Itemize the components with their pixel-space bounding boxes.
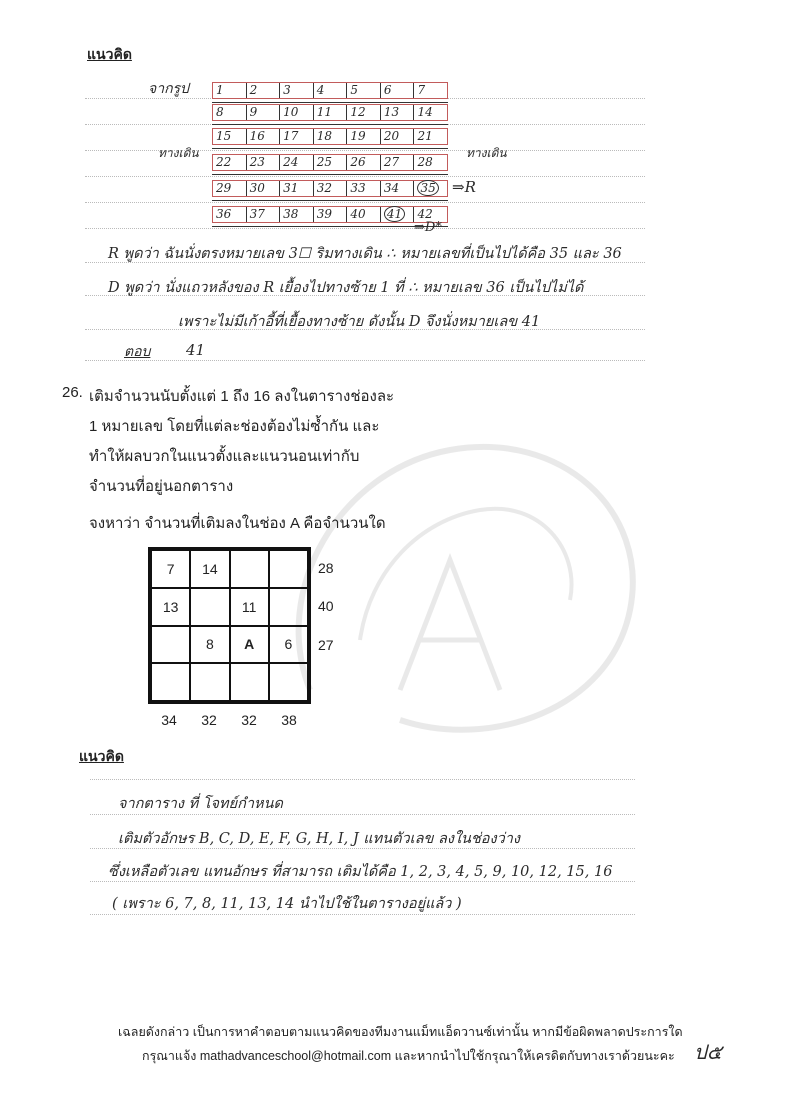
seat-cell: 7 (417, 83, 426, 97)
answer-label: ตอบ (124, 344, 151, 360)
grid-cell (190, 663, 229, 701)
grid-cell (151, 663, 190, 701)
seat-cell: 23 (247, 155, 281, 170)
seat-cell: 40 (347, 207, 381, 222)
row-sum: 28 (318, 560, 334, 576)
section2-heading: แนวคิด (79, 749, 124, 765)
seat-row (212, 104, 448, 121)
seat-cell: 17 (280, 129, 314, 144)
seat-cell: 16 (247, 129, 281, 144)
seat-cell: 9 (247, 105, 281, 120)
seat-cell: 3 (280, 83, 314, 98)
grid-cell: 13 (151, 588, 190, 626)
arrow-d-label: ⇒D* (414, 220, 442, 235)
grid-cell: 6 (269, 626, 308, 664)
seat-cell: 4 (314, 83, 348, 98)
walkway-right-label: ทางเดิน (466, 146, 507, 160)
page-mark: ป๕ (694, 1040, 722, 1064)
grid-cell (230, 663, 269, 701)
grid-cell: 11 (230, 588, 269, 626)
grid-cell (269, 588, 308, 626)
circled-seat-number: 41 (384, 206, 405, 222)
seat-cell: 29 (213, 181, 247, 196)
seat-cell: 39 (314, 207, 348, 222)
grid-cell: 8 (190, 626, 229, 664)
question-number: 26. (62, 384, 83, 401)
seat-cell: 10 (280, 105, 314, 120)
section2-line: จากตาราง ที่ โจทย์กำหนด (118, 796, 283, 812)
seat-cell-circled (414, 181, 447, 196)
grid-cell (230, 550, 269, 588)
seat-row (212, 180, 448, 197)
seat-cell: 24 (280, 155, 314, 170)
number-grid (148, 547, 311, 704)
arrow-r-label: ⇒R (452, 178, 476, 196)
column-sum: 38 (281, 712, 297, 728)
grid-cell-a: A (230, 626, 269, 664)
seat-cell: 38 (280, 207, 314, 222)
question-line: เติมจำนวนนับตั้งแต่ 1 ถึง 16 ลงในตารางช่องละ (89, 388, 395, 405)
seat-cell: 22 (213, 155, 247, 170)
footer-line: เฉลยดังกล่าว เป็นการหาคำตอบตามแนวคิดของทีมงานแม็ทแอ็ดวานซ์เท่านั้น หากมีข้อผิดพลาดประการใด (118, 1025, 683, 1039)
seat-cell: 21 (417, 129, 433, 143)
seat-cell: 11 (314, 105, 348, 120)
row-sum: 40 (318, 598, 334, 614)
seat-cell: 14 (417, 105, 433, 119)
seat-row (212, 154, 448, 171)
grid-cell: 14 (190, 550, 229, 588)
walkway-left-label: ทางเดิน (158, 146, 199, 160)
seat-cell: 42 (417, 207, 433, 221)
seat-cell: 27 (381, 155, 415, 170)
seat-cell: 25 (314, 155, 348, 170)
seat-cell: 2 (247, 83, 281, 98)
from-figure-label: จากรูป (148, 81, 189, 97)
question-line: ทำให้ผลบวกในแนวตั้งและแนวนอนเท่ากับ (89, 448, 360, 465)
seat-cell: 20 (381, 129, 415, 144)
seat-cell: 28 (417, 155, 433, 169)
row-sum: 27 (318, 637, 334, 653)
seat-cell: 26 (347, 155, 381, 170)
section2-line: ( เพราะ 6, 7, 8, 11, 13, 14 นำไปใช้ในตารางอยู่แล้ว ) (112, 896, 462, 912)
seat-cell: 5 (347, 83, 381, 98)
seat-cell: 36 (213, 207, 247, 222)
explain-line: R พูดว่า ฉันนั่งตรงหมายเลข 3☐ ริมทางเดิน ∴ หมายเลขที่เป็นไปได้คือ 35 และ 36 (108, 246, 622, 262)
answer-value: 41 (186, 341, 206, 359)
seat-cell: 1 (213, 83, 247, 98)
section2-line: เติมตัวอักษร B, C, D, E, F, G, H, I, J แทนตัวเลข ลงในช่องว่าง (118, 831, 520, 847)
section1-heading: แนวคิด (87, 47, 132, 63)
ruled-line (85, 228, 645, 229)
explain-line: D พูดว่า นั่งแถวหลังของ R เยื้องไปทางซ้าย 1 ที่ ∴ หมายเลข 36 เป็นไปไม่ได้ (108, 280, 584, 296)
ruled-line (85, 176, 645, 177)
seat-cell: 31 (280, 181, 314, 196)
seat-row (212, 128, 448, 145)
seat-row (212, 82, 448, 99)
seat-cell: 13 (381, 105, 415, 120)
question-line: 1 หมายเลข โดยที่แต่ละช่องต้องไม่ซ้ำกัน และ (89, 418, 380, 435)
question-line: จำนวนที่อยู่นอกตาราง (89, 478, 234, 495)
seat-cell: 30 (247, 181, 281, 196)
question-prompt: จงหาว่า จำนวนที่เติมลงในช่อง A คือจำนวนใด (89, 515, 386, 532)
seat-cell: 18 (314, 129, 348, 144)
ruled-line (90, 779, 635, 780)
grid-cell (269, 550, 308, 588)
seat-cell-circled (381, 207, 415, 222)
ruled-line (85, 202, 645, 203)
grid-cell (151, 626, 190, 664)
column-sum: 32 (201, 712, 217, 728)
grid-cell (190, 588, 229, 626)
seat-cell: 8 (213, 105, 247, 120)
seat-cell: 6 (381, 83, 415, 98)
footer-line: กรุณาแจ้ง mathadvanceschool@hotmail.com และหากนำไปใช้กรุณาให้เครดิตกับทางเราด้วยนะคะ (142, 1049, 675, 1063)
grid-cell (269, 663, 308, 701)
section2-line: ซึ่งเหลือตัวเลข แทนอักษร ที่สามารถ เติมได้คือ 1, 2, 3, 4, 5, 9, 10, 12, 15, 16 (108, 864, 613, 880)
circled-seat-number: 35 (417, 180, 438, 196)
seat-cell: 12 (347, 105, 381, 120)
seat-cell: 34 (381, 181, 415, 196)
seat-cell: 37 (247, 207, 281, 222)
seat-cell: 33 (347, 181, 381, 196)
explain-line: เพราะไม่มีเก้าอี้ที่เยื้องทางซ้าย ดังนั้น D จึงนั่งหมายเลข 41 (178, 314, 541, 330)
ruled-line (85, 360, 645, 361)
seat-cell: 32 (314, 181, 348, 196)
column-sum: 34 (161, 712, 177, 728)
seat-cell: 19 (347, 129, 381, 144)
seat-cell: 15 (213, 129, 247, 144)
seat-row (212, 206, 448, 223)
column-sum: 32 (241, 712, 257, 728)
grid-cell: 7 (151, 550, 190, 588)
